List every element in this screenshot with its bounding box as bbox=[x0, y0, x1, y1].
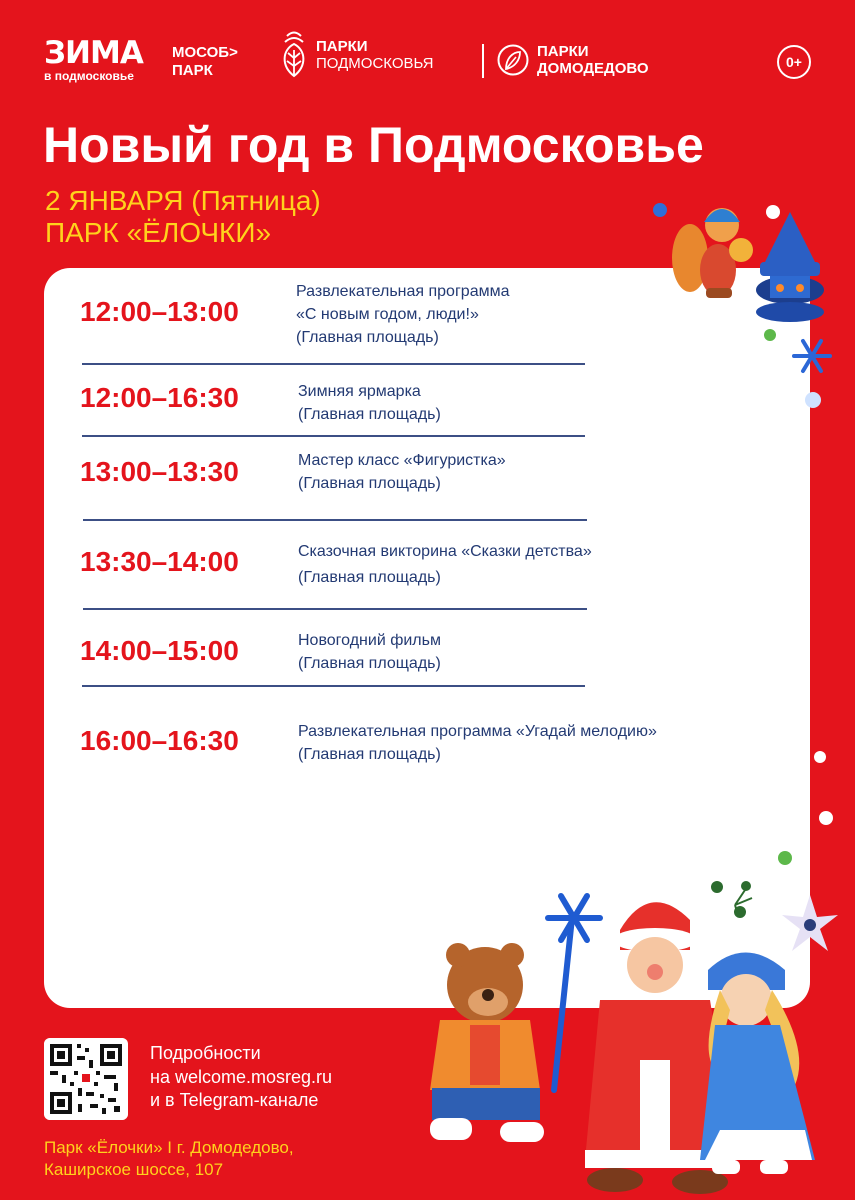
schedule-line: Мастер класс «Фигуристка» bbox=[298, 452, 506, 469]
schedule-line: «С новым годом, люди!» bbox=[296, 306, 479, 323]
schedule-description bbox=[298, 449, 506, 495]
schedule-time: 16:00–16:30 bbox=[80, 725, 239, 756]
row-divider bbox=[83, 608, 587, 610]
schedule-description bbox=[298, 380, 441, 426]
schedule-time: 13:00–13:30 bbox=[80, 456, 239, 487]
mosobpark-logo-line1: МОСОБ> bbox=[172, 44, 238, 61]
schedule-line: (Главная площадь) bbox=[296, 329, 439, 346]
schedule-time: 12:00–16:30 bbox=[80, 382, 239, 413]
address-line: Парк «Ёлочки» I г. Домодедово, bbox=[44, 1138, 294, 1157]
schedule-time: 14:00–15:00 bbox=[80, 635, 239, 666]
schedule-line: Развлекательная программа bbox=[296, 283, 510, 300]
schedule-description bbox=[298, 540, 592, 589]
row-divider bbox=[82, 363, 585, 365]
schedule-line: Новогодний фильм bbox=[298, 632, 441, 649]
schedule-line: Зимняя ярмарка bbox=[298, 383, 421, 400]
schedule-description bbox=[298, 720, 657, 766]
logo-divider bbox=[482, 44, 484, 78]
address bbox=[44, 1137, 294, 1181]
schedule-line: (Главная площадь) bbox=[298, 406, 441, 423]
parki-podmoskovya-logo bbox=[278, 30, 434, 80]
parki-logo-line2: ПОДМОСКОВЬЯ bbox=[316, 55, 434, 72]
schedule-line: (Главная площадь) bbox=[298, 655, 441, 672]
schedule-description bbox=[296, 280, 509, 349]
poster-title: Новый год в Подмосковье bbox=[43, 117, 704, 173]
mosobpark-logo bbox=[172, 44, 238, 80]
schedule-line: (Главная площадь) bbox=[298, 475, 441, 492]
more-info-text bbox=[150, 1042, 332, 1113]
mosobpark-logo-line2: ПАРК bbox=[172, 62, 213, 79]
zima-logo-subtitle: в подмосковье bbox=[44, 69, 134, 83]
domodedovo-logo-line1: ПАРКИ bbox=[537, 43, 589, 60]
leaf-circle-icon bbox=[497, 44, 529, 76]
website-link[interactable]: на welcome.mosreg.ru bbox=[150, 1066, 333, 1087]
age-rating-badge: 0+ bbox=[777, 45, 811, 79]
domodedovo-logo-line2: ДОМОДЕДОВО bbox=[537, 60, 649, 77]
event-date: 2 ЯНВАРЯ (Пятница) bbox=[45, 185, 321, 216]
schedule-time: 12:00–13:00 bbox=[80, 296, 239, 327]
zima-logo bbox=[44, 35, 143, 83]
tree-leaf-icon bbox=[278, 30, 310, 80]
row-divider bbox=[82, 685, 585, 687]
qr-code-icon[interactable] bbox=[44, 1038, 128, 1120]
row-divider bbox=[83, 519, 587, 521]
address-line: Каширское шоссе, 107 bbox=[44, 1160, 224, 1179]
schedule-line: (Главная площадь) bbox=[298, 569, 441, 586]
parki-logo-line1: ПАРКИ bbox=[316, 38, 368, 55]
event-park: ПАРК «ЁЛОЧКИ» bbox=[45, 217, 272, 248]
parki-domodedovo-logo bbox=[497, 43, 649, 77]
schedule-description bbox=[298, 629, 441, 675]
schedule-line: Развлекательная программа «Угадай мелодию» bbox=[298, 723, 657, 740]
schedule-line: (Главная площадь) bbox=[298, 746, 441, 763]
telegram-link[interactable]: и в Telegram-канале bbox=[150, 1090, 319, 1110]
schedule-time: 13:30–14:00 bbox=[80, 546, 239, 577]
zima-logo-title: ЗИМА bbox=[44, 35, 143, 71]
event-date-location bbox=[45, 185, 321, 249]
more-info-line: Подробности bbox=[150, 1043, 261, 1063]
row-divider bbox=[82, 435, 585, 437]
schedule-line: Сказочная викторина «Сказки детства» bbox=[298, 543, 592, 560]
